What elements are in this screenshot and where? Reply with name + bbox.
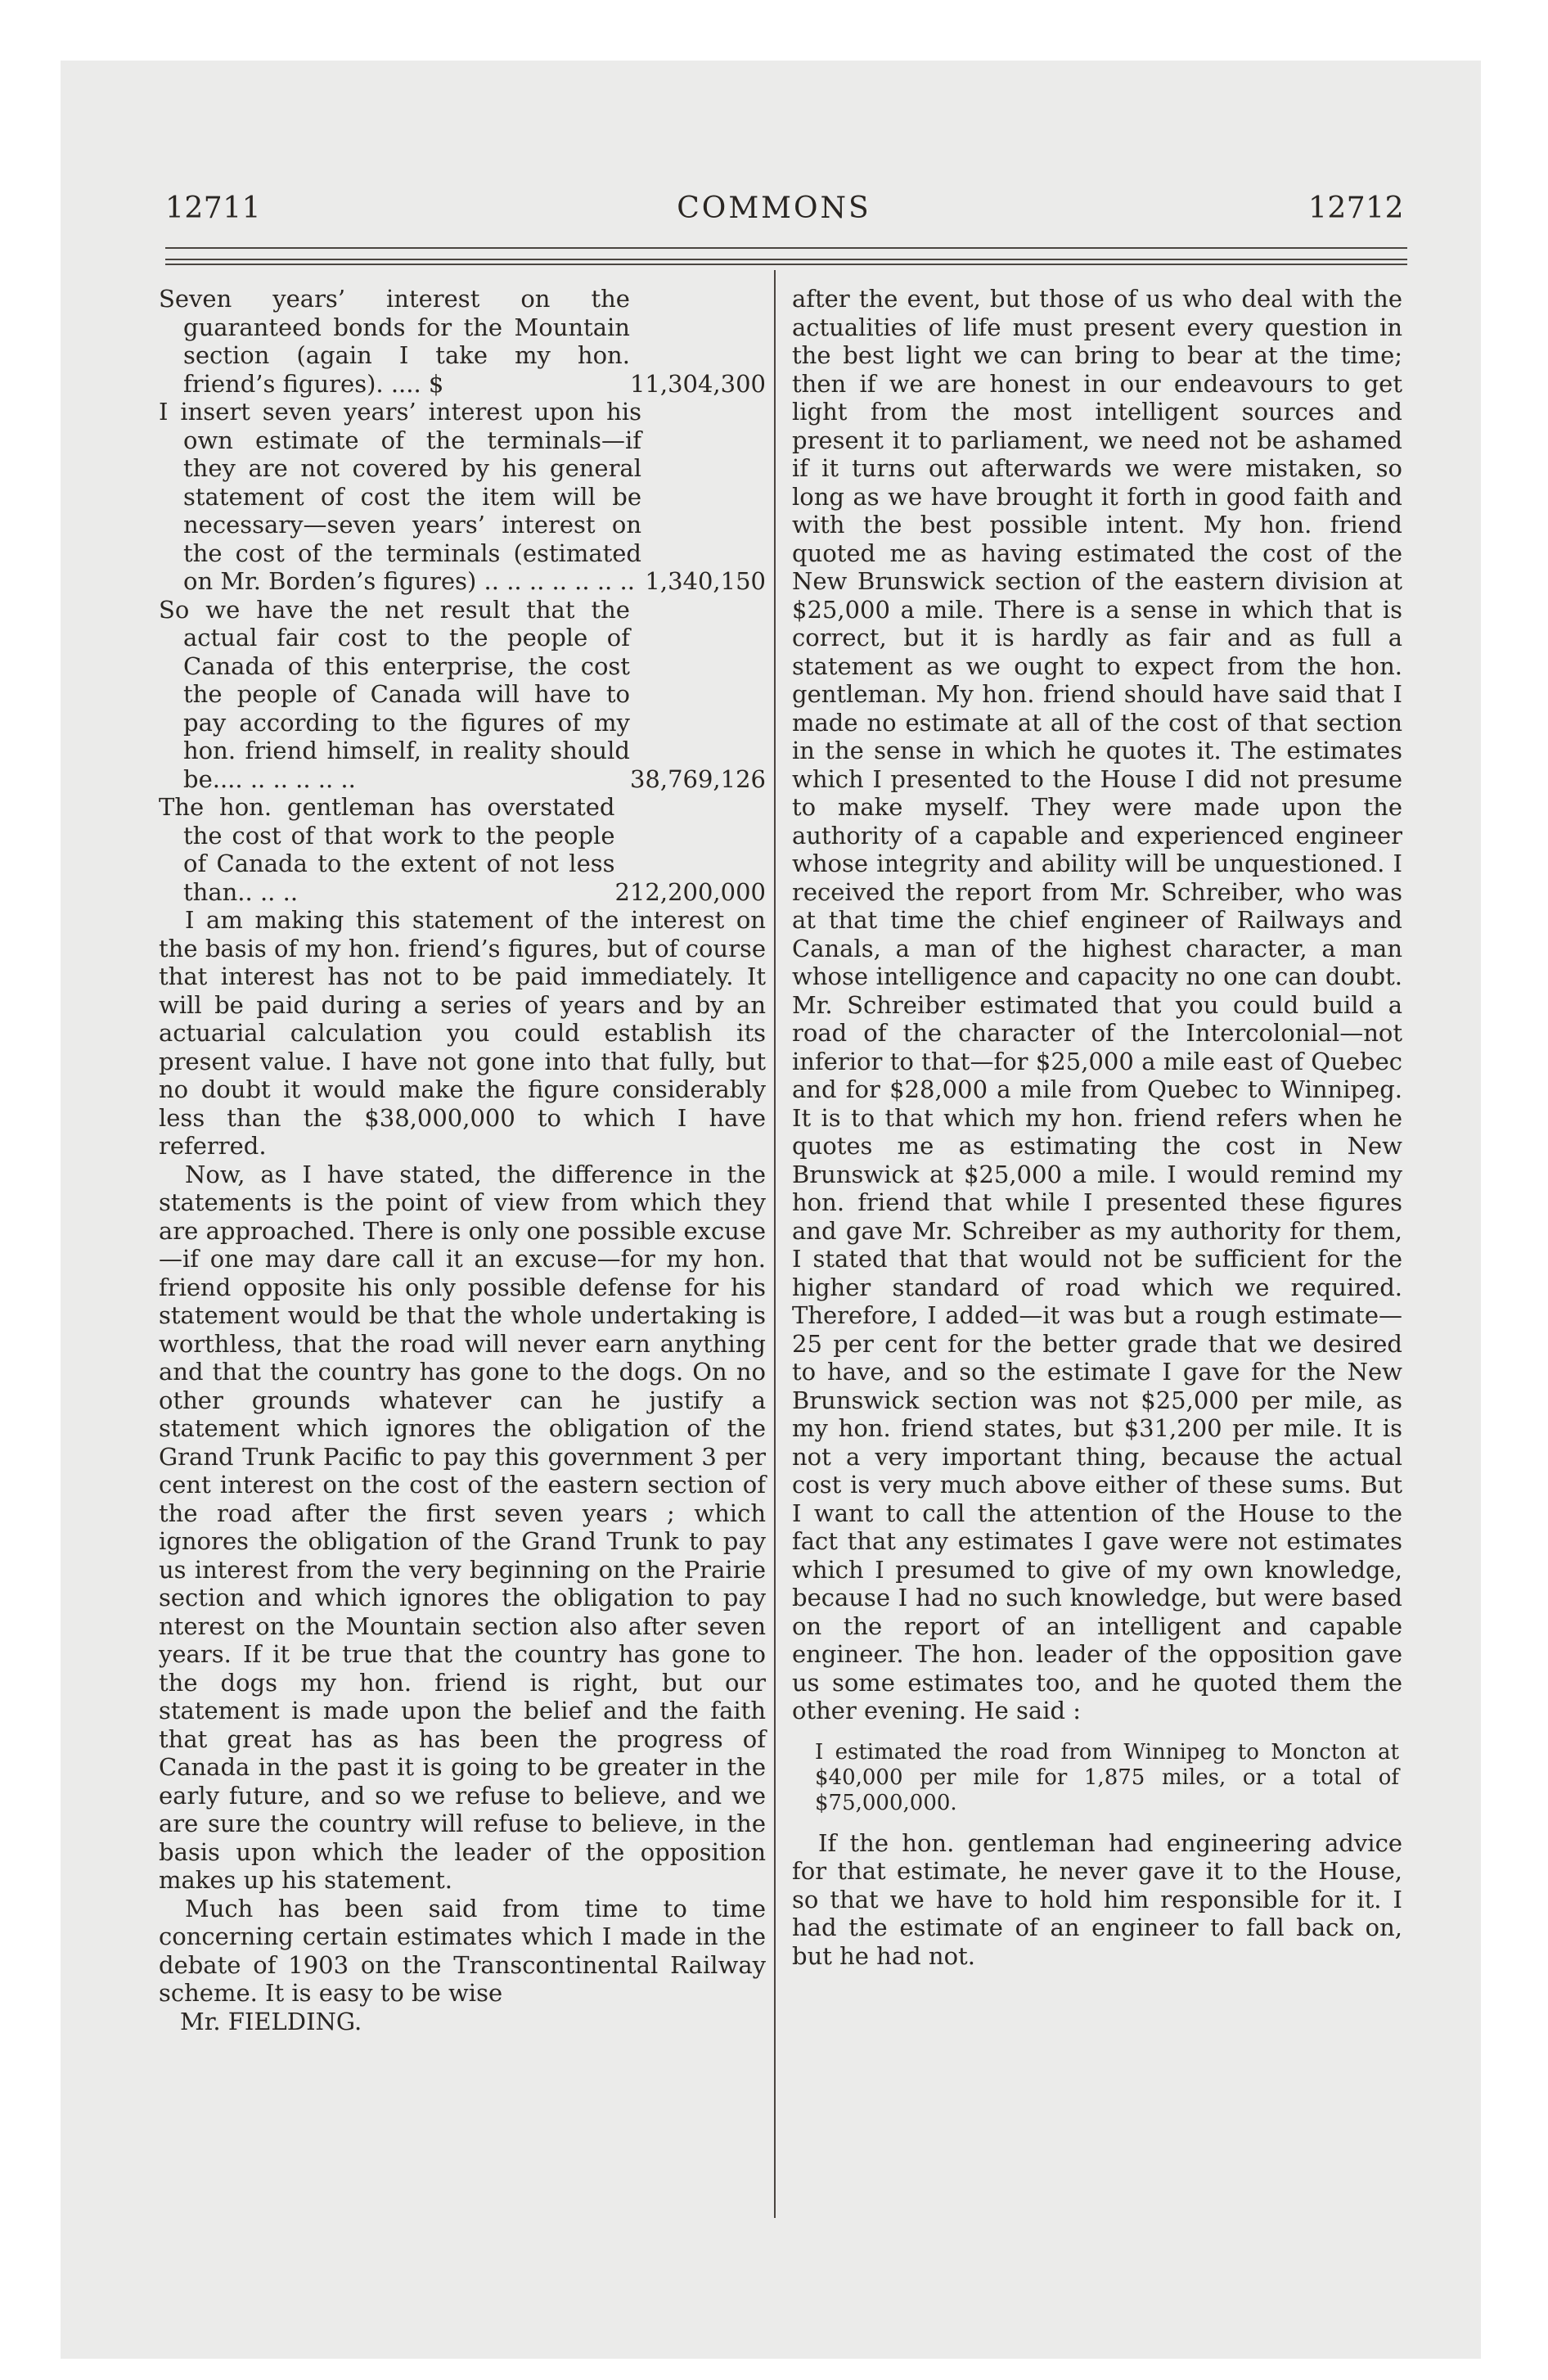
ledger-entry-text: I insert seven years’ interest upon his own estimate of the terminals—if they are not covered by his general statement of cost the item will be necessary—seven years’ interest on the cost of the terminals (estimated on Mr. Borden’s figures) .. .. .. .. .. .. .. [159,398,641,595]
header-rule [165,247,1407,249]
ledger-entry-text: So we have the net result that the actual fair cost to the people of Canada of this enterprise, the cost the people of Canada will have to pay according to the figures of my hon. friend himself, in reality should be.... .. .. .. .. .. [159,595,630,793]
paragraph: Now, as I have stated, the difference in the statements is the point of view from which they are approached. There is only one possible excuse—if one may dare call it an excuse—for my hon. friend opposite his only possible defense for his statement would be that the whole undertaking is worthless, that the road will never earn anything and that the country has gone to the dogs. On no other grounds whatever can he justify a statement which ignores the obligation of the Grand Trunk Pacific to pay this government 3 per cent interest on the cost of the eastern section of the road after the first seven years ; which ignores the obligation of the Grand Trunk to pay us interest from the very beginning on the Prairie section and which ignores the obligation to pay nterest on the Mountain section also after seven years. If it be true that the country has gone to the dogs my hon. friend is right, but our statement is made upon the belief and the faith that great has as has been the progress of Canada in the past it is going to be greater in the early future, and so we refuse to believe, and we are sure the country will refuse to believe, in the basis upon which the leader of the opposition makes up his statement. [159,1160,766,1894]
paragraph: If the hon. gentleman had engineering advice for that estimate, he never gave it to the House, so that we have to hold him responsible for it. I had the estimate of an engineer to fall back on, but he had not. [792,1828,1402,1970]
header-double-rule-top [165,259,1407,260]
ledger-entry-amount: 38,769,126 [629,764,766,793]
ledger-entry [159,285,766,398]
ledger-entry [159,596,766,794]
page-title: COMMONS [677,192,871,225]
ledger-entry-amount: 1,340,150 [645,567,766,595]
ledger-entry [159,398,766,596]
right-column [792,285,1402,1970]
paragraph: after the event, but those of us who deal with the actualities of life must present every question in the best light we can bring to bear at the time; then if we are honest in our endeavours to get light from the most intelligent sources and present it to parliament, we need not be ashamed if it turns out afterwards we were mistaken, so long as we have brought it forth in good faith and with the best possible intent. My hon. friend quoted me as having estimated the cost of the New Brunswick section of the eastern division at $25,000 a mile. There is a sense in which that is correct, but it is hardly as fair and as full a statement as we ought to expect from the hon. gentleman. My hon. friend should have said that I made no estimate at all of the cost of that section in the sense in which he quotes it. The estimates which I presented to the House I did not presume to make myself. They were made upon the authority of a capable and experienced engineer whose integrity and ability will be unquestioned. I received the report from Mr. Schreiber, who was at that time the chief engineer of Railways and Canals, a man of the highest character, a man whose intelligence and capacity no one can doubt. Mr. Schreiber estimated that you could build a road of the character of the Intercolonial—not inferior to that—for $25,000 a mile east of Quebec and for $28,000 a mile from Quebec to Winnipeg. It is to that which my hon. friend refers when he quotes me as estimating the cost in New Brunswick at $25,000 a mile. I would remind my hon. friend that while I presented these figures and gave Mr. Schreiber as my authority for them, I stated that that would not be sufficient for the higher standard of road which we required. Therefore, I added—it was but a rough estimate—25 per cent for the better grade that we desired to have, and so the estimate I gave for the New Brunswick section was not $25,000 per mile, as my hon. friend states, but $31,200 per mile. It is not a very important thing, because the actual cost is very much above either of these sums. But I want to call the attention of the House to the fact that any estimates I gave were not estimates which I presumed to give of my own knowledge, because I had no such knowledge, but were based on the report of an intelligent and capable engineer. The hon. leader of the opposition gave us some estimates too, and he quoted them the other evening. He said : [792,285,1402,1724]
speaker-signature: Mr. FIELDING. [180,2007,362,2035]
left-column [159,285,766,2035]
column-divider [774,270,776,2218]
ledger-entry-amount: 212,200,000 [614,877,766,906]
ledger-entry-text: Seven years’ interest on the guaranteed bonds for the Mountain section (again I take my hon. friend’s figures). .... $ [159,285,630,398]
ledger-entry-text: The hon. gentleman has overstated the cost of that work to the people of Canada to the extent of not less than.. .. .. [159,793,615,906]
left-page-number: 12711 [165,192,262,225]
paragraph: I am making this statement of the interest on the basis of my hon. friend’s figures, but of course that interest has not to be paid immediately. It will be paid during a series of years and by an actuarial calculation you could establish its present value. I have not gone into that fully, but no doubt it would make the figure considerably less than the $38,000,000 to which I have referred. [159,906,766,1160]
right-page-number: 12712 [1307,192,1404,225]
block-quote: I estimated the road from Winnipeg to Moncton at $40,000 per mile for 1,875 miles, or a total of $75,000,000. [815,1739,1399,1815]
ledger-entry-amount: 11,304,300 [629,369,766,398]
header-double-rule-bottom [165,264,1407,265]
paragraph: Much has been said from time to time concerning certain estimates which I made in the debate of 1903 on the Transcontinental Railway scheme. It is easy to be wise [159,1894,766,2007]
ledger-entry [159,793,766,906]
